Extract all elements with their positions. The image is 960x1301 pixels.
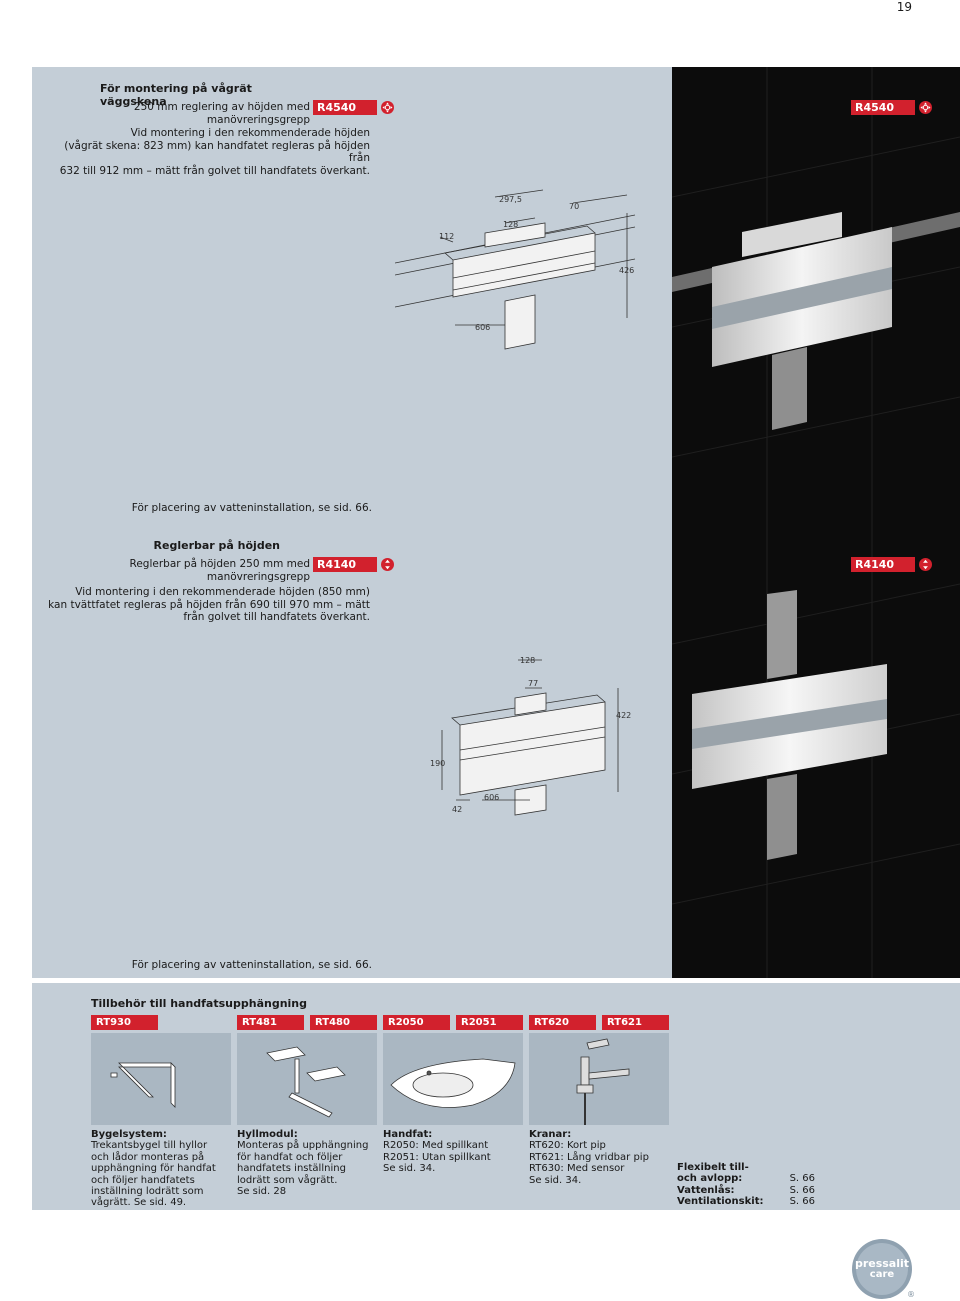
move-all-directions-icon	[381, 101, 394, 114]
section-2-subheading: Reglerbar på höjden 250 mm med manövreringsgrepp	[129, 558, 310, 583]
dimension-label: 606	[475, 323, 491, 332]
up-down-arrows-icon	[381, 558, 394, 571]
triangle-bracket-image	[91, 1033, 231, 1125]
accessory-description-faucet: Kranar: RT620: Kort pip RT621: Lång vridbar pip RT630: Med sensor Se sid. 34.	[529, 1129, 649, 1186]
section-2-description: Vid montering i den rekommenderade höjden (850 mm) kan tvättfatet regleras på höjden från 690 till 970 mm – mätt från golvet till handfatets överkant.	[48, 586, 370, 623]
section-1-product-photo	[672, 67, 960, 524]
move-all-directions-icon	[919, 101, 932, 114]
pressalit-care-logo: pressalit care ®	[849, 1236, 915, 1301]
accessory-description-basin: Handfat: R2050: Med spillkant R2051: Utan spillkant Se sid. 34.	[383, 1129, 491, 1175]
accessory-code-badge: RT481	[237, 1015, 304, 1030]
accessory-code-badge: RT621	[602, 1015, 669, 1030]
dimension-label: 128	[520, 656, 536, 665]
accessory-description-shelf: Hyllmodul: Monteras på upphängning för handfat och följer handfatets inställning lodrätt som vågrätt. Se sid. 28	[237, 1129, 369, 1198]
product-code-badge: R4540	[851, 100, 915, 115]
faucet-image	[529, 1033, 669, 1125]
accessory-code-badge: RT480	[310, 1015, 377, 1030]
dimension-label: 422	[616, 711, 632, 720]
product-code-badge: R4540	[313, 100, 377, 115]
dimension-label: 190	[430, 759, 446, 768]
accessory-description-bracket: Bygelsystem: Trekantsbygel till hyllor och lådor monteras på upphängning för handfat och följer handfatets inställning lodrätt som vågrätt. Se sid. 49.	[91, 1129, 216, 1209]
section-1-technical-drawing	[395, 185, 655, 350]
accessory-code-badge: R2050	[383, 1015, 450, 1030]
product-code-badge: R4140	[851, 557, 915, 572]
section-2-heading: Reglerbar på höjden	[153, 539, 280, 552]
section-1-heading: För montering på vågrät väggskena	[100, 82, 252, 108]
section-2-note: För placering av vatteninstallation, se sid. 66.	[131, 959, 372, 971]
connections-table: Flexibelt till- och avlopp: S. 66 Vattenlås: S. 66 Ventilationskit: S. 66	[677, 1162, 815, 1208]
dimension-label: 128	[503, 220, 519, 229]
section-1-description: Vid montering i den rekommenderade höjden (vågrät skena: 823 mm) kan handfatet regleras på höjden från 632 till 912 mm – mätt från golvet till handfatets överkant.	[59, 127, 370, 177]
dimension-label: 42	[452, 805, 463, 814]
wash-basin-image	[383, 1033, 523, 1125]
section-2-product-photo	[672, 524, 960, 978]
dimension-label: 297,5	[499, 195, 522, 204]
up-down-arrows-icon	[919, 558, 932, 571]
dimension-label: 426	[619, 266, 635, 275]
accessories-heading: Tillbehör till handfatsupphängning	[91, 997, 308, 1010]
section-2-technical-drawing	[420, 650, 640, 820]
page-number: 19	[896, 0, 912, 14]
shelf-module-image	[237, 1033, 377, 1125]
section-1-note: För placering av vatteninstallation, se sid. 66.	[131, 502, 372, 514]
accessory-code-badge: RT620	[529, 1015, 596, 1030]
dimension-label: 606	[484, 793, 500, 802]
section-1-subheading: 250 mm reglering av höjden med manövreringsgrepp	[133, 101, 310, 126]
dimension-label: 70	[569, 202, 580, 211]
accessory-code-badge: RT930	[91, 1015, 158, 1030]
accessory-code-badge: R2051	[456, 1015, 523, 1030]
dimension-label: 77	[528, 679, 539, 688]
dimension-label: 112	[439, 232, 455, 241]
product-code-badge: R4140	[313, 557, 377, 572]
